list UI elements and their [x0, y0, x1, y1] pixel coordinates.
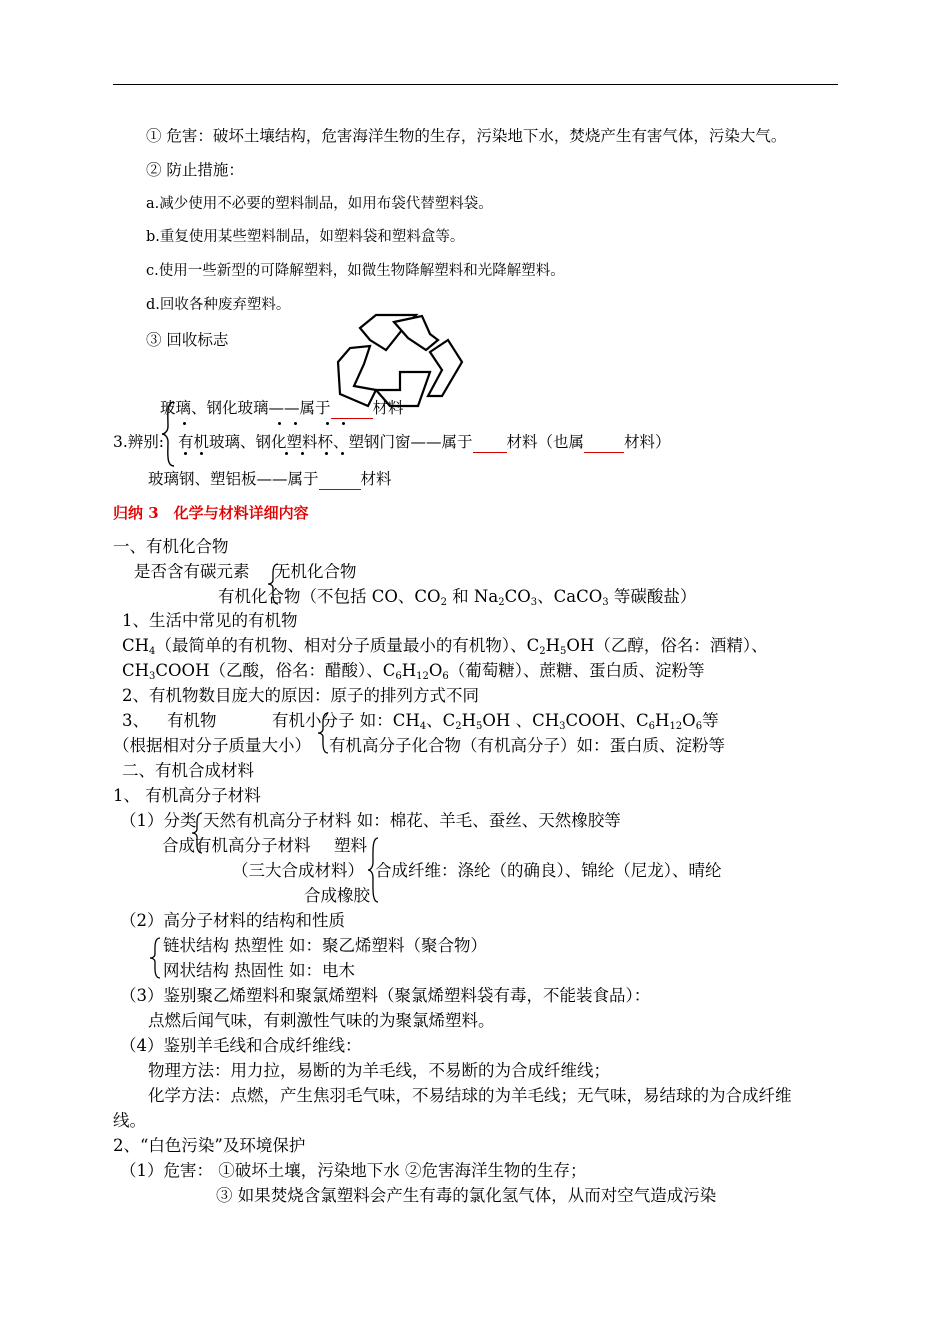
prevention-item: d.回收各种废弃塑料。	[146, 297, 291, 313]
common-organics-line-1	[122, 636, 768, 656]
three-synthetic-label: （三大合成材料）	[232, 861, 364, 880]
subscript: 2	[539, 646, 546, 657]
organic-text: 有机化合物（不包括 CO、CO	[218, 587, 441, 606]
physical-method: 物理方法：用力拉，易断的为羊毛线，不易断的为合成纤维线；	[148, 1061, 610, 1080]
synthetic-rubber: 合成橡胶	[304, 886, 370, 905]
subscript: 12	[669, 721, 683, 732]
formula-text: OH（乙醇，俗名：酒精）、	[566, 636, 768, 655]
identify-row-2	[178, 432, 671, 453]
structure-title: （2）高分子材料的结构和性质	[120, 911, 345, 930]
subscript: 3	[530, 597, 538, 608]
formula: H	[401, 661, 417, 680]
formula: H	[655, 711, 670, 730]
subscript: 4	[149, 646, 156, 657]
formula-text: COOH（乙酸，俗名：醋酸）、C	[155, 661, 396, 680]
emphasis-dot	[278, 422, 281, 425]
section-heading: 归纳 3 化学与材料详细内容	[113, 504, 309, 522]
chain-structure: 链状结构 热塑性 如：聚乙烯塑料（聚合物）	[163, 936, 487, 955]
emphasis-dot	[341, 452, 344, 455]
subscript: 6	[442, 671, 449, 682]
answer-blank[interactable]	[473, 432, 507, 453]
formula-text: 等	[702, 711, 719, 730]
prevention-title: ② 防止措施：	[146, 161, 244, 179]
identify-row-1-text: 玻璃、钢化玻璃——属于	[160, 399, 331, 417]
s1-title: 一、有机化合物	[113, 537, 229, 556]
s2-title: 二、有机合成材料	[122, 761, 254, 780]
prevention-item: a.减少使用不必要的塑料制品，如用布袋代替塑料袋。	[146, 196, 493, 212]
emphasis-dot	[200, 452, 203, 455]
emphasis-dot	[183, 422, 186, 425]
prevention-item: b.重复使用某些塑料制品，如塑料袋和塑料盒等。	[146, 229, 465, 245]
identify-row-2-mid: 材料（也属	[506, 433, 585, 451]
formula: O	[428, 661, 443, 680]
emphasis-dot	[342, 422, 345, 425]
identify-label: 3.辨别:	[113, 433, 165, 451]
subscript: 12	[416, 671, 429, 682]
answer-blank[interactable]	[584, 432, 624, 453]
identify-row-3-text: 玻璃钢、塑铝板——属于	[148, 470, 319, 488]
emphasis-dot	[294, 422, 297, 425]
natural-polymer: 天然有机高分子材料 如：棉花、羊毛、蚕丝、天然橡胶等	[203, 811, 621, 830]
chemical-method: 化学方法：点燃，产生焦羽毛气味，不易结球的为羊毛线；无气味，易结球的为合成纤维	[148, 1086, 792, 1105]
organic-word: 有机物	[167, 711, 217, 730]
inorganic-compound: 无机化合物	[274, 562, 357, 581]
left-brace-icon	[148, 936, 162, 980]
subscript: 3	[602, 597, 609, 608]
small-molecule	[272, 711, 719, 731]
n3-label: 3、	[122, 711, 149, 730]
subscript: 6	[695, 721, 703, 732]
synthetic-polymer: 合成有机高分子材料	[162, 836, 311, 855]
formula: O	[682, 711, 696, 730]
harm-line-2: ③ 如果焚烧含氯塑料会产生有毒的氯化氢气体，从而对空气造成污染	[216, 1186, 717, 1205]
synthetic-fiber: 合成纤维：涤纶（的确良）、锦纶（尼龙）、晴纶	[375, 861, 722, 880]
formula: CH	[122, 661, 150, 680]
organic-text: 和 Na	[446, 587, 499, 606]
header-rule	[113, 84, 838, 85]
organic-text: 、CaCO	[537, 587, 603, 606]
identify-row-1	[160, 398, 404, 419]
subscript: 5	[476, 721, 483, 732]
formula-text: 有机小分子 如：CH	[272, 711, 420, 730]
left-brace-icon	[160, 400, 176, 468]
macromolecule: 有机高分子化合物（有机高分子）如：蛋白质、淀粉等	[329, 736, 725, 755]
formula: H	[545, 636, 561, 655]
hazard-line: ① 危害：破坏土壤结构，危害海洋生物的生存，污染地下水，焚烧产生有害气体，污染大气。	[146, 127, 787, 145]
organic-compound	[218, 587, 696, 607]
formula: H	[461, 711, 477, 730]
common-organics-line-2	[122, 661, 705, 681]
identify-row-3	[148, 469, 392, 490]
formula-text: （葡萄糖）、蔗糖、蛋白质、淀粉等	[448, 661, 705, 680]
prevention-item: c.使用一些新型的可降解塑料，如微生物降解塑料和光降解塑料。	[146, 263, 565, 279]
subscript: 5	[560, 646, 567, 657]
subscript: 6	[648, 721, 656, 732]
subscript: 3	[149, 671, 156, 682]
emphasis-dot	[184, 452, 187, 455]
plastic-label: 塑料	[334, 836, 367, 855]
classify-label: （1）分类	[120, 811, 197, 830]
harm-line-1: （1）危害： ①破坏土壤，污染地下水 ②危害海洋生物的生存；	[120, 1161, 587, 1180]
subscript: 3	[559, 721, 566, 732]
organic-text: CO	[504, 587, 531, 606]
subscript: 2	[440, 597, 447, 608]
answer-blank[interactable]	[331, 398, 373, 419]
formula: CH	[122, 636, 150, 655]
subscript: 6	[395, 671, 402, 682]
subscript: 2	[498, 597, 505, 608]
emphasis-dot	[285, 452, 288, 455]
recycle-label: ③ 回收标志	[146, 331, 229, 349]
s2-t1: 1、 有机高分子材料	[113, 786, 261, 805]
carbon-question: 是否含有碳元素	[134, 562, 250, 581]
identify-pvc-method: 点燃后闻气味，有刺激性气味的为聚氯烯塑料。	[148, 1011, 495, 1030]
subscript: 4	[419, 721, 427, 732]
identify-wool-title: （4）鉴别羊毛线和合成纤维线：	[120, 1036, 362, 1055]
organic-text: 等碳酸盐）	[608, 587, 697, 606]
chemical-method-tail: 线。	[113, 1111, 146, 1130]
identify-row-1-suffix: 材料	[372, 399, 404, 417]
identify-row-3-suffix: 材料	[360, 470, 392, 488]
emphasis-dot	[301, 452, 304, 455]
common-organics-title: 1、生活中常见的有机物	[122, 611, 298, 630]
formula-text: COOH、C	[565, 711, 649, 730]
formula-text: （最简单的有机物、相对分子质量最小的有机物）、C	[155, 636, 540, 655]
by-mass-label: （根据相对分子质量大小）	[113, 736, 311, 755]
identify-pvc-title: （3）鉴别聚乙烯塑料和聚氯烯塑料（聚氯烯塑料袋有毒，不能装食品）：	[120, 986, 651, 1005]
answer-blank[interactable]	[319, 469, 361, 490]
formula-text: OH 、CH	[482, 711, 560, 730]
subscript: 2	[455, 721, 462, 732]
network-structure: 网状结构 热固性 如：电木	[163, 961, 355, 980]
recycle-icon	[330, 310, 466, 410]
identify-row-2-text: 有机玻璃、钢化塑料杯、塑钢门窗——属于	[178, 433, 473, 451]
s2-t2: 2、“白色污染”及环境保护	[113, 1136, 306, 1155]
formula-text: 、C	[426, 711, 456, 730]
identify-row-2-suffix: 材料）	[624, 433, 671, 451]
reason-line: 2、有机物数目庞大的原因：原子的排列方式不同	[122, 686, 479, 705]
emphasis-dot	[326, 422, 329, 425]
emphasis-dot	[325, 452, 328, 455]
